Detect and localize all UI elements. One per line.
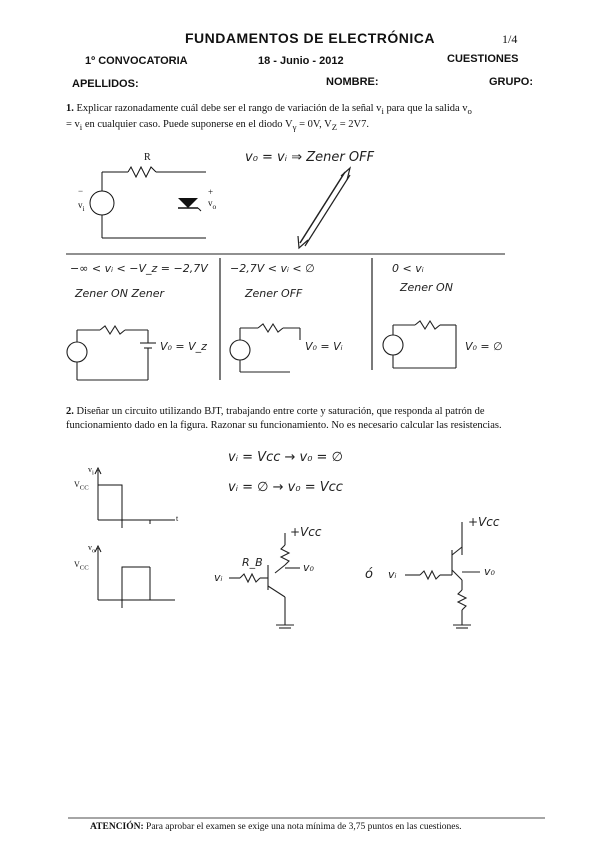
graph1-xlabel: t (176, 514, 179, 523)
nombre-label: NOMBRE: (326, 76, 379, 88)
case-3-range: 0 < vᵢ (392, 262, 424, 275)
section-title: CUESTIONES (447, 53, 519, 65)
page-title: FUNDAMENTOS DE ELECTRÓNICA (185, 30, 435, 46)
answer-note-3: vᵢ = ∅ → v₀ = Vcc (228, 480, 343, 495)
case-1-state: Zener ON Zener (75, 287, 165, 300)
page-number: 1/4 (502, 32, 518, 46)
answer-note-1: v₀ = vᵢ ⇒ Zener OFF (245, 150, 375, 165)
circ2-vo: v₀ (484, 565, 495, 578)
grupo-label: GRUPO: (489, 76, 533, 88)
question-1-number: 1. (66, 103, 74, 114)
case-3-output: V₀ = ∅ (465, 340, 503, 353)
question-2-text: 2. Diseñar un circuito utilizando BJT, trabajando entre corte y saturación, que responda al patrón de funcionamiento dado en la figura. Razonar su funcionamiento. No es necesario calcular las resistencias. (66, 406, 502, 431)
vo-label: $v_o$ (208, 198, 217, 211)
circ1-rb: R_B (242, 556, 263, 569)
case-2-state: Zener OFF (245, 287, 303, 300)
graph1-ylabel: $v_i$ (88, 465, 94, 477)
source-minus: − (78, 186, 84, 196)
circ1-vo: v₀ (303, 561, 314, 574)
case-1-range: −∞ < vᵢ < −V_z = −2,7V (70, 262, 208, 275)
circ2-vi: vᵢ (388, 568, 397, 581)
or-word: ó (365, 567, 373, 582)
graph1-level: $V_{CC}$ (74, 480, 89, 492)
case-3-state: Zener ON (400, 281, 453, 294)
resistor-label: R (144, 152, 151, 163)
case-2-range: −2,7V < vᵢ < ∅ (230, 262, 315, 275)
footer-notice: ATENCIÓN: Para aprobar el examen se exige una nota mínima de 3,75 puntos en las cuestiones. (90, 822, 462, 832)
answer-note-2: vᵢ = Vcc → v₀ = ∅ (228, 450, 343, 465)
case-1-output: V₀ = V_z (160, 340, 207, 353)
graph2-ylabel: $v_o$ (88, 543, 96, 555)
graph2-level: $V_{CC}$ (74, 560, 89, 572)
circ1-vcc: +Vcc (290, 525, 322, 539)
vi-label: $v_i$ (78, 200, 85, 213)
circ2-vcc: +Vcc (468, 515, 500, 529)
exam-date: 18 - Junio - 2012 (258, 55, 344, 67)
output-plus: + (208, 187, 214, 197)
convocatoria: 1º CONVOCATORIA (85, 55, 188, 67)
circ1-vi: vᵢ (214, 571, 223, 584)
case-2-output: V₀ = Vᵢ (305, 340, 343, 353)
question-1-text: 1. Explicar razonadamente cuál debe ser el rango de variación de la señal $v_i$ para que la salida $v_o$ = $v_i$ en cualquier caso. Puede suponerse en el diodo $V_\gamma = 0V$, $V_Z = 2V7$. (66, 103, 472, 133)
question-2-number: 2. (66, 406, 74, 417)
apellidos-label: APELLIDOS: (72, 78, 139, 90)
